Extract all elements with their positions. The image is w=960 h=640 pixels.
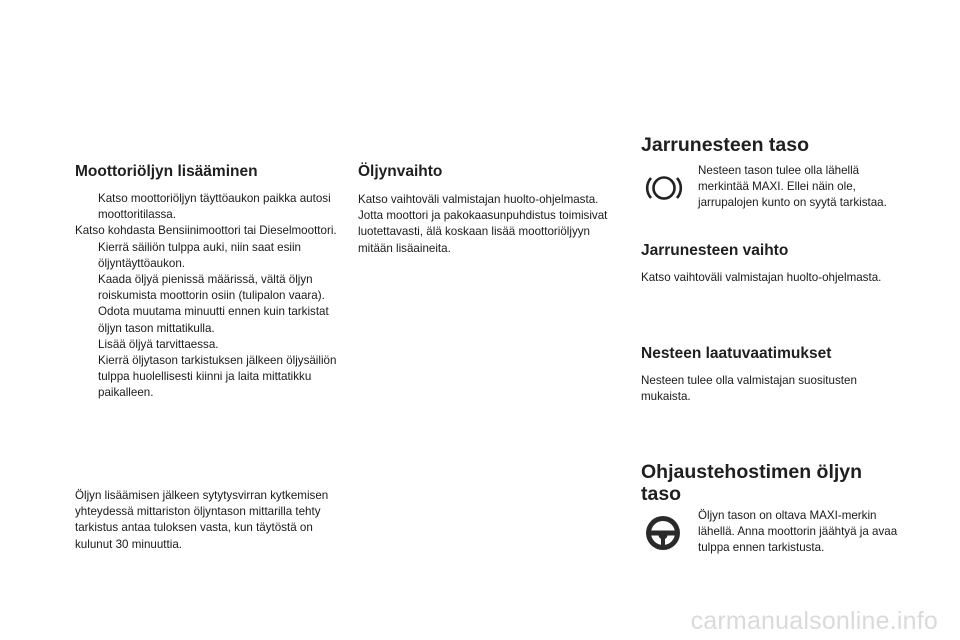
section-title-brake-fluid-change: Jarrunesteen vaihto xyxy=(641,242,789,259)
power-steering-section xyxy=(641,461,881,506)
left-column xyxy=(75,163,337,402)
bullet-step-text: Kaada öljyä pienissä määrissä, vältä öljyn roiskumista moottorin osiin (tulipalon vaara). xyxy=(98,273,325,303)
brake-fluid-change-section xyxy=(641,242,906,286)
adding-oil-steps xyxy=(75,191,337,402)
section-title-adding-oil: Moottoriöljyn lisääminen xyxy=(75,163,258,180)
section-title-oil-change: Öljynvaihto xyxy=(358,163,443,180)
oil-note xyxy=(75,488,337,553)
oil-note-text: Öljyn lisäämisen jälkeen sytytysvirran kytkemisen yhteydessä mittariston öljyntason mittarilla tehty tarkistus antaa tuloksen vasta, kun täytöstä on kulunut 30 minuuttia. xyxy=(75,489,329,551)
step-note: Katso kohdasta Bensiinimoottori tai Dieselmoottori. xyxy=(75,224,337,238)
section-title-fluid-quality: Nesteen laatuvaatimukset xyxy=(641,345,832,362)
brake-fluid-level-body xyxy=(698,163,906,212)
bullet-step-text: Kierrä säiliön tulppa auki, niin saat esiin öljyntäyttöaukon. xyxy=(98,240,302,270)
section-title-power-steering: Ohjaustehostimen öljyn taso xyxy=(641,461,863,506)
brake-fluid-level-text: Nesteen tason tulee olla lähellä merkintää MAXI. Ellei näin ole, jarrupalojen kunto on syytä tarkistaa. xyxy=(698,164,887,210)
oil-change-text: Katso vaihtoväli valmistajan huolto-ohjelmasta. Jotta moottori ja pakokaasunpuhdistus toimisivat luotettavasti, älä koskaan lisää moottoriöljyyn mitään lisäaineita. xyxy=(358,193,608,255)
fluid-quality-text: Nesteen tulee olla valmistajan suositusten mukaista. xyxy=(641,374,857,404)
bullet-step-text: Kierrä öljytason tarkistuksen jälkeen öljysäiliön tulppa huolellisesti kiinni ja laita mittatikku paikalleen. xyxy=(98,354,337,400)
bullet-step xyxy=(75,337,337,353)
bullet-step-text: Lisää öljyä tarvittaessa. xyxy=(98,337,219,351)
power-steering-text: Öljyn tason on oltava MAXI-merkin lähellä. Anna moottorin jäähtyä ja avaa tulppa ennen tarkistusta. xyxy=(698,509,898,555)
bullet-step xyxy=(75,353,337,402)
section-title-brake-fluid-level: Jarrunesteen taso xyxy=(641,134,809,156)
middle-column xyxy=(358,163,620,257)
bullet-step-text: Katso moottoriöljyn täyttöaukon paikka autosi moottoritilassa. xyxy=(98,192,331,222)
power-steering-body xyxy=(698,508,906,557)
bullet-step xyxy=(75,272,337,304)
bullet-step xyxy=(75,240,337,272)
fluid-quality-section xyxy=(641,345,906,405)
brake-fluid-icon xyxy=(644,170,684,206)
bullet-step-text: Odota muutama minuutti ennen kuin tarkistat öljyn tason mittatikulla. xyxy=(98,305,329,335)
bullet-step xyxy=(75,191,337,223)
steering-wheel-icon xyxy=(642,510,684,554)
brake-fluid-level-section xyxy=(641,134,906,156)
brake-fluid-change-text: Katso vaihtoväli valmistajan huolto-ohjelmasta. xyxy=(641,271,882,284)
watermark-text: carmanualsonline.info xyxy=(690,607,938,635)
bullet-step xyxy=(75,304,337,336)
